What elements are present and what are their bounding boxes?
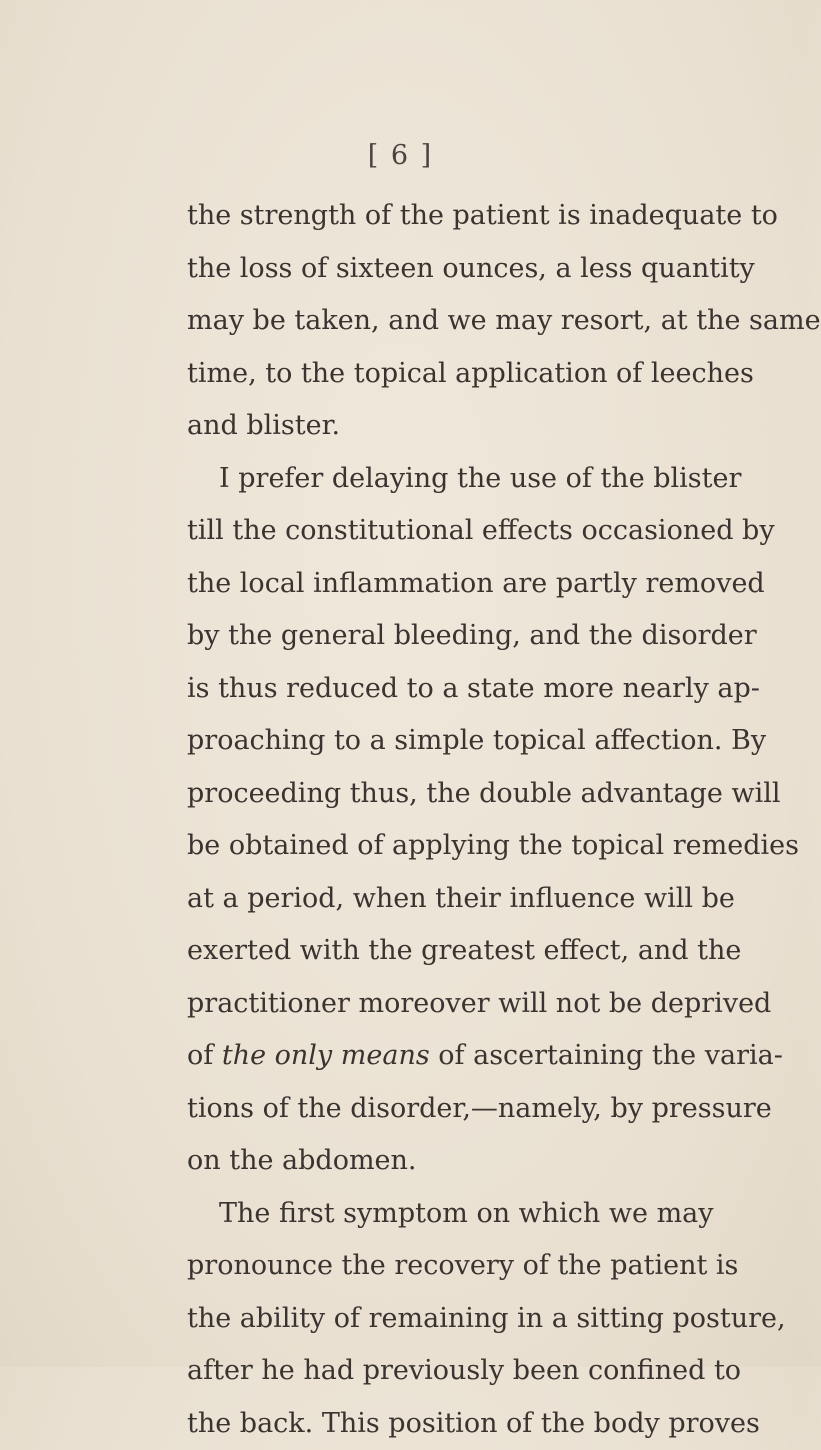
text-line: practitioner moreover will not be deprived [187, 978, 699, 1031]
text-line-with-italic [187, 1030, 699, 1083]
body-text [187, 190, 699, 1450]
text-line: the local inflammation are partly removed [187, 558, 699, 611]
italic-phrase: the only means [222, 1040, 430, 1071]
text-line: the loss of sixteen ounces, a less quantity [187, 243, 699, 296]
text-line: The first symptom on which we may [187, 1188, 699, 1241]
text-line: on the abdomen. [187, 1135, 699, 1188]
text-line: be obtained of applying the topical remedies [187, 820, 699, 873]
text-line: proceeding thus, the double advantage will [187, 768, 699, 821]
text-line: is thus reduced to a state more nearly ap- [187, 663, 699, 716]
page-number: [ 6 ] [0, 140, 801, 171]
text-line: I prefer delaying the use of the blister [187, 453, 699, 506]
text-line: at a period, when their influence will be [187, 873, 699, 926]
text-line: till the constitutional effects occasioned by [187, 505, 699, 558]
text-line: proaching to a simple topical affection. By [187, 715, 699, 768]
text-line: and blister. [187, 400, 699, 453]
text-line: may be taken, and we may resort, at the same [187, 295, 699, 348]
text-run: of ascertaining the varia- [430, 1040, 783, 1071]
text-line: tions of the disorder,—namely, by pressure [187, 1083, 699, 1136]
text-line: the ability of remaining in a sitting posture, [187, 1293, 699, 1346]
text-line: by the general bleeding, and the disorder [187, 610, 699, 663]
text-line: the strength of the patient is inadequate to [187, 190, 699, 243]
text-line: time, to the topical application of leeches [187, 348, 699, 401]
text-line: the back. This position of the body proves [187, 1398, 699, 1450]
text-line: after he had previously been confined to [187, 1345, 699, 1398]
text-line: exerted with the greatest effect, and the [187, 925, 699, 978]
text-run: of [187, 1040, 222, 1071]
text-line: pronounce the recovery of the patient is [187, 1240, 699, 1293]
